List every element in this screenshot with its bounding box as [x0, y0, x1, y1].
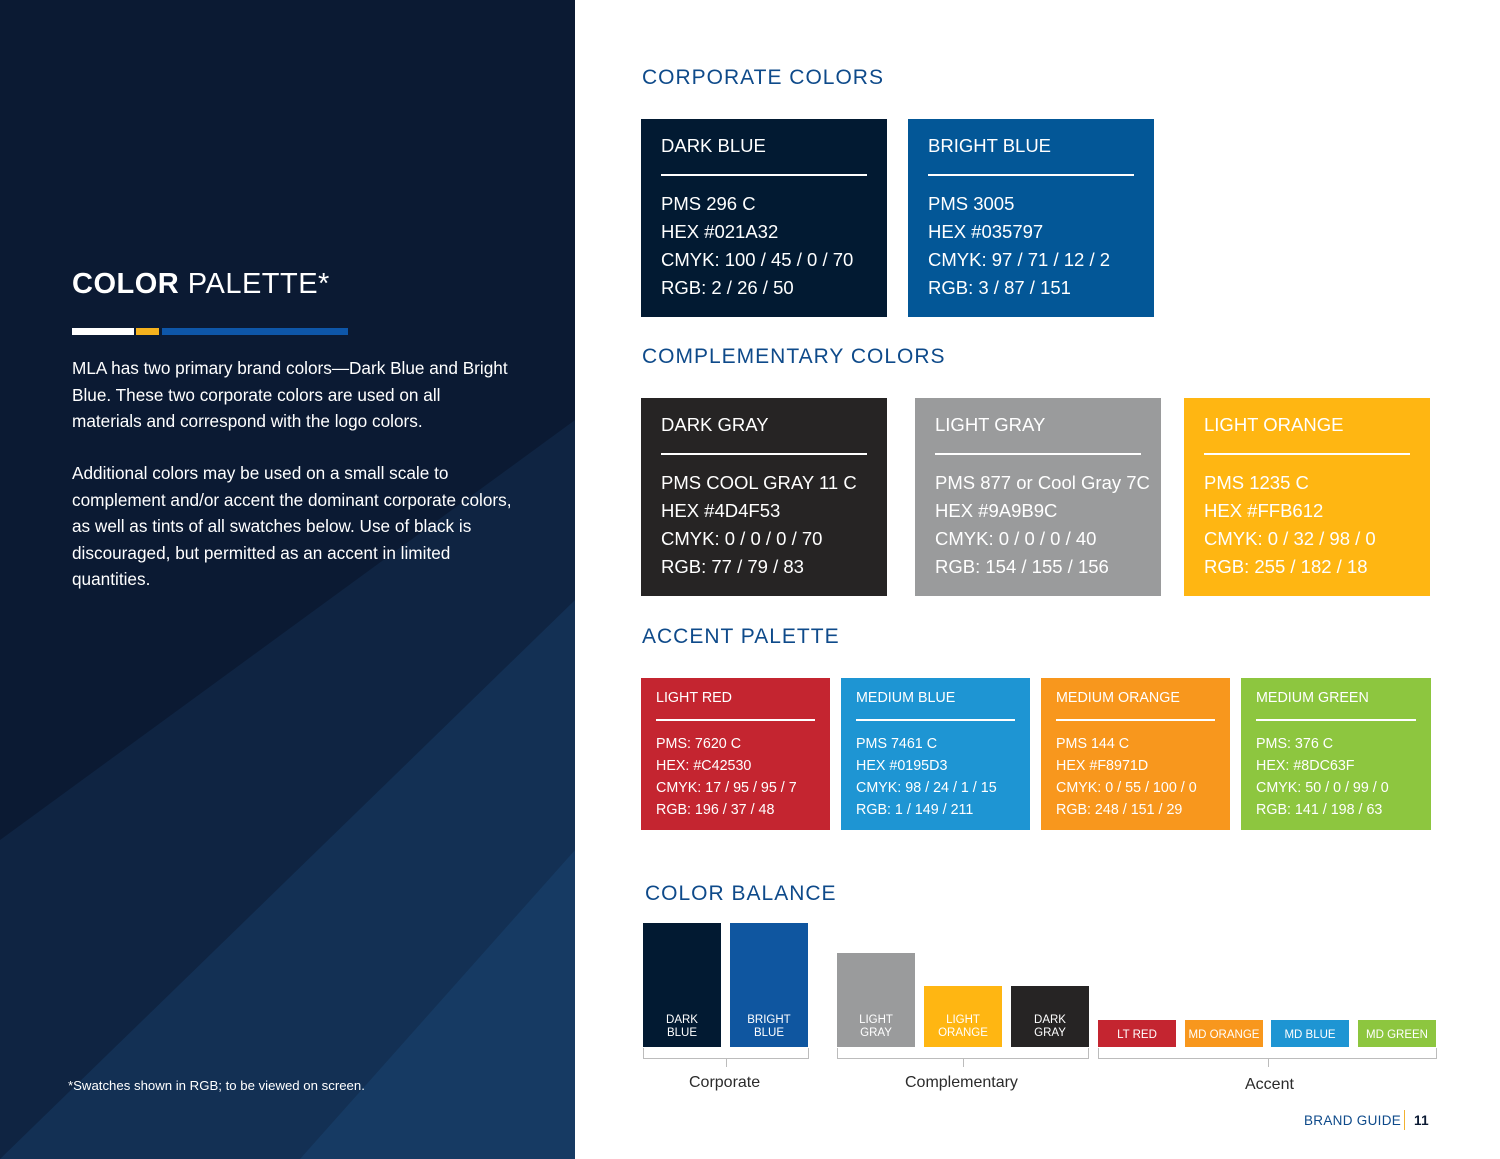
swatch-spec-line: RGB: 154 / 155 / 156 — [935, 556, 1109, 577]
swatch-name: MEDIUM GREEN — [1256, 690, 1369, 706]
swatch-spec-line: PMS: 376 C — [1256, 736, 1334, 752]
swatch-spec-line: HEX #4D4F53 — [661, 500, 781, 521]
secondary-paragraph: Additional colors may be used on a small scale to complement and/or accent the dominant corporate colors, as well as tints of all swatches below. Use of black is discouraged, but permitted as an accent in limited quantities. — [72, 463, 512, 589]
swatch-spec-line: PMS 1235 C — [1204, 472, 1309, 493]
swatch-spec-line: CMYK: 50 / 0 / 99 / 0 — [1256, 780, 1389, 796]
swatch-light-orange — [1184, 398, 1430, 596]
swatch-spec-line: PMS 7461 C — [856, 736, 938, 752]
balance-bar-label: LIGHT GRAY — [859, 1014, 893, 1039]
accent-bar-blue — [162, 328, 348, 335]
corporate-colors-heading: CORPORATE COLORS — [642, 66, 884, 89]
balance-bar-label: MD BLUE — [1284, 1029, 1336, 1041]
swatch-spec-line: PMS: 7620 C — [656, 736, 742, 752]
swatch-divider — [935, 453, 1141, 455]
swatch-name: DARK BLUE — [661, 135, 766, 156]
page-number: 11 — [1414, 1113, 1429, 1128]
balance-bar-bright-blue — [730, 923, 808, 1047]
footnote: *Swatches shown in RGB; to be viewed on screen. — [68, 1078, 365, 1093]
swatch-divider — [1204, 453, 1410, 455]
accent-bar-orange — [136, 328, 159, 335]
left-panel — [0, 0, 575, 1159]
balance-bar-label: DARK BLUE — [666, 1014, 698, 1039]
accent-bars — [72, 328, 348, 335]
balance-bar-dark-blue — [643, 923, 721, 1047]
swatch-name: LIGHT ORANGE — [1204, 414, 1344, 435]
intro-paragraph: MLA has two primary brand colors—Dark Blue and Bright Blue. These two corporate colors are used on all materials and correspond with the logo colors. — [72, 358, 508, 431]
balance-bar-dark-gray — [1011, 986, 1089, 1047]
balance-bar-label: BRIGHT BLUE — [747, 1014, 791, 1039]
swatch-spec-line: RGB: 255 / 182 / 18 — [1204, 556, 1368, 577]
swatch-spec-line: RGB: 2 / 26 / 50 — [661, 277, 794, 298]
swatch-spec-line: HEX #021A32 — [661, 221, 779, 242]
balance-bar-label: MD ORANGE — [1188, 1029, 1260, 1041]
swatch-divider — [1056, 719, 1215, 721]
swatch-bright-blue — [908, 119, 1154, 317]
swatch-divider — [1256, 719, 1416, 721]
swatch-spec-line: HEX #035797 — [928, 221, 1044, 242]
balance-bar-label: LIGHT ORANGE — [938, 1014, 988, 1039]
balance-bar-light-orange — [924, 986, 1002, 1047]
accent-bracket — [1098, 1048, 1437, 1059]
swatch-spec-line: PMS 296 C — [661, 193, 756, 214]
swatch-medium-blue — [841, 678, 1030, 830]
swatch-spec-line: CMYK: 97 / 71 / 12 / 2 — [928, 249, 1111, 270]
swatch-medium-green — [1241, 678, 1431, 830]
swatch-spec-line: PMS COOL GRAY 11 C — [661, 472, 857, 493]
swatch-spec-line: RGB: 3 / 87 / 151 — [928, 277, 1071, 298]
swatch-divider — [661, 174, 867, 176]
swatch-spec-line: HEX #FFB612 — [1204, 500, 1324, 521]
swatch-spec-line: HEX #9A9B9C — [935, 500, 1058, 521]
swatch-name: LIGHT RED — [656, 690, 733, 706]
swatch-spec-line: RGB: 248 / 151 / 29 — [1056, 802, 1183, 818]
swatch-name: MEDIUM BLUE — [856, 690, 956, 706]
accent-bar-white — [72, 328, 134, 335]
swatch-medium-orange — [1041, 678, 1230, 830]
complementary-group-label: Complementary — [905, 1074, 1018, 1091]
balance-bar-md-orange — [1185, 1020, 1263, 1047]
corporate-group-label: Corporate — [689, 1074, 761, 1091]
swatch-spec-line: CMYK: 0 / 55 / 100 / 0 — [1056, 780, 1197, 796]
balance-bar-md-blue — [1271, 1020, 1349, 1047]
page-footer — [1304, 1113, 1429, 1128]
brand-guide-label: BRAND GUIDE — [1304, 1113, 1402, 1128]
swatch-spec-line: HEX #F8971D — [1056, 758, 1149, 774]
swatch-name: DARK GRAY — [661, 414, 769, 435]
swatch-divider — [856, 719, 1015, 721]
balance-bar-label: DARK GRAY — [1034, 1014, 1066, 1039]
swatch-spec-line: CMYK: 100 / 45 / 0 / 70 — [661, 249, 854, 270]
balance-bar-label: LT RED — [1117, 1029, 1157, 1041]
balance-bar-label: MD GREEN — [1366, 1029, 1428, 1041]
swatch-dark-blue — [641, 119, 887, 317]
swatch-spec-line: HEX: #8DC63F — [1256, 758, 1355, 774]
balance-bar-md-green — [1358, 1020, 1436, 1047]
complementary-bracket — [837, 1048, 1089, 1059]
swatch-name: BRIGHT BLUE — [928, 135, 1052, 156]
swatch-spec-line: PMS 3005 — [928, 193, 1015, 214]
swatch-light-red — [641, 678, 830, 830]
swatch-spec-line: CMYK: 0 / 0 / 0 / 40 — [935, 528, 1097, 549]
balance-bar-lt-red — [1098, 1020, 1176, 1047]
accent-palette-heading: ACCENT PALETTE — [642, 625, 840, 648]
swatch-spec-line: CMYK: 0 / 0 / 0 / 70 — [661, 528, 823, 549]
footer-divider — [1404, 1110, 1405, 1130]
swatch-name: MEDIUM ORANGE — [1056, 690, 1180, 706]
swatch-divider — [661, 453, 867, 455]
corporate-bracket — [643, 1048, 809, 1059]
swatch-spec-line: RGB: 77 / 79 / 83 — [661, 556, 804, 577]
swatch-spec-line: CMYK: 98 / 24 / 1 / 15 — [856, 780, 997, 796]
swatch-spec-line: RGB: 196 / 37 / 48 — [656, 802, 775, 818]
swatch-spec-line: PMS 877 or Cool Gray 7C — [935, 472, 1150, 493]
swatch-dark-gray — [641, 398, 887, 596]
swatch-spec-line: PMS 144 C — [1056, 736, 1130, 752]
page-title: COLOR PALETTE* — [72, 268, 330, 300]
balance-bar-light-gray — [837, 953, 915, 1047]
swatch-spec-line: CMYK: 17 / 95 / 95 / 7 — [656, 780, 797, 796]
swatch-spec-line: CMYK: 0 / 32 / 98 / 0 — [1204, 528, 1376, 549]
swatch-spec-line: HEX: #C42530 — [656, 758, 752, 774]
swatch-light-gray — [915, 398, 1161, 596]
accent-group-label: Accent — [1245, 1076, 1294, 1093]
swatch-spec-line: RGB: 141 / 198 / 63 — [1256, 802, 1383, 818]
complementary-colors-heading: COMPLEMENTARY COLORS — [642, 345, 946, 368]
swatch-spec-line: HEX #0195D3 — [856, 758, 948, 774]
swatch-divider — [928, 174, 1134, 176]
swatch-name: LIGHT GRAY — [935, 414, 1046, 435]
swatch-divider — [656, 719, 815, 721]
color-balance-heading: COLOR BALANCE — [645, 882, 837, 905]
swatch-spec-line: RGB: 1 / 149 / 211 — [856, 802, 974, 818]
